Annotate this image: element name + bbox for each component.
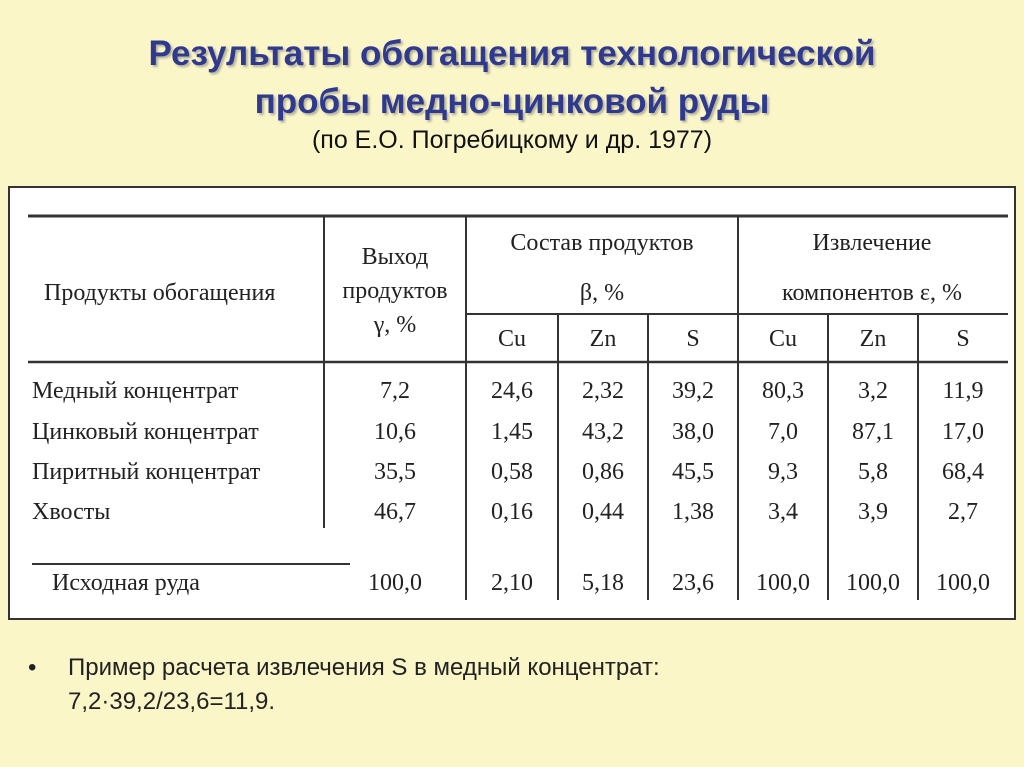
cell-zn-composition: 0,44 bbox=[582, 499, 624, 525]
row-name: Пиритный концентрат bbox=[32, 459, 261, 485]
cell-zn-recovery: 87,1 bbox=[852, 419, 894, 445]
total-cu-composition: 2,10 bbox=[491, 570, 533, 596]
total-s-recovery: 100,0 bbox=[936, 570, 990, 596]
cell-yield: 46,7 bbox=[374, 499, 416, 525]
cell-s-composition: 38,0 bbox=[672, 419, 714, 445]
bullet-marker: • bbox=[28, 654, 37, 681]
cell-cu-composition: 0,58 bbox=[491, 459, 533, 485]
header-zn-recovery: Zn bbox=[859, 326, 887, 352]
slide-title bbox=[0, 30, 1024, 126]
total-s-composition: 23,6 bbox=[672, 570, 714, 596]
note-line-2: 7,2·39,2/23,6=11,9. bbox=[68, 688, 276, 715]
cell-s-composition: 39,2 bbox=[672, 378, 714, 404]
cell-s-recovery: 68,4 bbox=[942, 459, 984, 485]
header-yield-line1: Выход bbox=[361, 244, 429, 270]
header-yield-line2: продуктов bbox=[342, 278, 448, 304]
cell-zn-composition: 43,2 bbox=[582, 419, 624, 445]
title-line-2: пробы медно-цинковой руды bbox=[254, 82, 770, 121]
total-yield: 100,0 bbox=[368, 570, 422, 596]
cell-cu-recovery: 7,0 bbox=[768, 419, 798, 445]
title-line-1: Результаты обогащения технологической bbox=[148, 34, 876, 73]
cell-s-recovery: 2,7 bbox=[948, 499, 978, 525]
header-recovery-line1: Извлечение bbox=[812, 230, 932, 256]
total-row-name: Исходная руда bbox=[52, 570, 200, 596]
cell-s-composition: 1,38 bbox=[672, 499, 714, 525]
cell-s-composition: 45,5 bbox=[672, 459, 714, 485]
cell-zn-composition: 0,86 bbox=[582, 459, 624, 485]
cell-zn-recovery: 5,8 bbox=[858, 459, 888, 485]
cell-s-recovery: 11,9 bbox=[942, 378, 984, 404]
note-line-1: Пример расчета извлечения S в медный концентрат: bbox=[68, 654, 660, 681]
header-s-composition: S bbox=[686, 326, 700, 352]
cell-yield: 10,6 bbox=[374, 419, 416, 445]
cell-cu-recovery: 9,3 bbox=[768, 459, 798, 485]
total-zn-recovery: 100,0 bbox=[846, 570, 900, 596]
header-products: Продукты обогащения bbox=[44, 280, 276, 306]
header-zn-composition: Zn bbox=[589, 326, 617, 352]
cell-s-recovery: 17,0 bbox=[942, 419, 984, 445]
cell-cu-composition: 1,45 bbox=[491, 419, 533, 445]
header-s-recovery: S bbox=[956, 326, 970, 352]
header-composition-line1: Состав продуктов bbox=[510, 230, 694, 256]
cell-cu-recovery: 80,3 bbox=[762, 378, 804, 404]
header-yield-line3: γ, % bbox=[373, 312, 417, 338]
header-recovery-line2: компонентов ε, % bbox=[782, 280, 962, 306]
total-cu-recovery: 100,0 bbox=[756, 570, 810, 596]
cell-yield: 35,5 bbox=[374, 459, 416, 485]
cell-cu-recovery: 3,4 bbox=[768, 499, 798, 525]
cell-yield: 7,2 bbox=[380, 378, 410, 404]
row-name: Медный концентрат bbox=[32, 378, 239, 404]
total-zn-composition: 5,18 bbox=[582, 570, 624, 596]
cell-zn-composition: 2,32 bbox=[582, 378, 624, 404]
slide-subtitle: (по Е.О. Погребицкому и др. 1977) bbox=[311, 126, 713, 154]
cell-zn-recovery: 3,9 bbox=[858, 499, 888, 525]
header-cu-composition: Cu bbox=[497, 326, 527, 352]
cell-zn-recovery: 3,2 bbox=[858, 378, 888, 404]
row-name: Цинковый концентрат bbox=[32, 419, 259, 445]
row-name: Хвосты bbox=[32, 499, 111, 525]
cell-cu-composition: 24,6 bbox=[491, 378, 533, 404]
cell-cu-composition: 0,16 bbox=[491, 499, 533, 525]
header-composition-line2: β, % bbox=[579, 280, 625, 306]
results-table bbox=[8, 186, 1016, 620]
header-cu-recovery: Cu bbox=[768, 326, 798, 352]
